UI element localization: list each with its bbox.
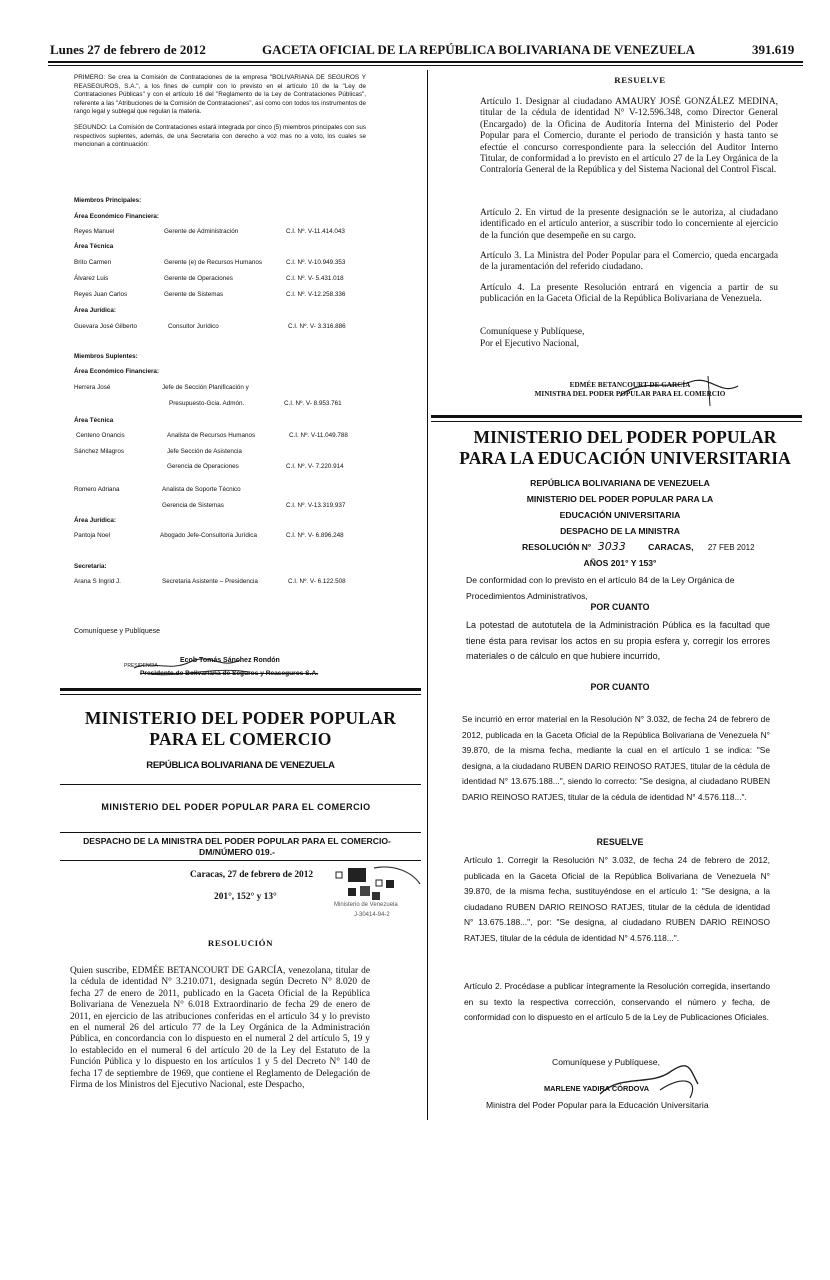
- edu-years: AÑOS 201° Y 153°: [583, 558, 657, 568]
- area-jur2-label: Área Jurídica:: [74, 517, 116, 524]
- right-sig-name: EDMÉE BETANCOURT DE GARCÍA: [569, 381, 691, 389]
- member-ci: C.I. Nº. V- 6.122.508: [288, 578, 346, 585]
- right-art4: Artículo 4. La presente Resolución entrará en vigencia a partir de su publicación en la Gaceta Oficial de la República Bolivariana de Venezuela.: [480, 283, 778, 305]
- resolucion-heading: RESOLUCIÓN: [207, 938, 274, 948]
- edu-sig-name: MARLENE YADIRA CÓRDOVA: [544, 1084, 650, 1093]
- edu-h1: REPÚBLICA BOLIVARIANA DE VENEZUELA: [530, 478, 710, 488]
- rule: [60, 784, 421, 785]
- rule: [60, 832, 421, 833]
- edu-signature-block: [540, 1064, 740, 1104]
- qr-stamp-icon: [334, 866, 426, 906]
- edu-resolucion-line: [522, 540, 755, 553]
- member-ci: C.I. Nº. V- 8.953.761: [284, 400, 342, 407]
- area-ef-label: Área Económico Financiera:: [74, 213, 160, 220]
- member-name: Pantoja Noel: [74, 532, 111, 539]
- member-row: [74, 447, 374, 457]
- ministry-comercio-title: MINISTERIO DEL PODER POPULAR PARA EL COMERCIO: [84, 708, 397, 749]
- right-art2: Artículo 2. En virtud de la presente designación se le autoriza, al ciudadano identificado en el artículo anterior, a suscribir todo lo concerniente al ejercicio de la función que desempeñe en su cargo.: [480, 208, 778, 241]
- member-ci: C.I. Nº. V- 6.896.248: [286, 532, 344, 539]
- member-row: [74, 577, 374, 587]
- segundo-paragraph: SEGUNDO: La Comisión de Contrataciones estará integrada por cinco (5) miembros principales con sus respectivos suplentes, además, de una Secretaria con derecho a voz mas no a voto, los cuales se mencionan a continuación:: [74, 123, 366, 149]
- right-top-signature: [470, 376, 790, 410]
- comercio-date: Caracas, 27 de febrero de 2012: [190, 870, 314, 880]
- area-tec-label: Área Técnica: [74, 243, 114, 250]
- member-name: Brito Carmen: [74, 259, 112, 266]
- edu-p2: Se incurrió en error material en la Resolución N° 3.032, de fecha 24 de febrero de 2012, publicada en la Gaceta Oficial de la República Bolivariana de Venezuela N° 39.870, de la misma fecha, mediante la cual en el artículo 1 se indica: "Se designa, a la ciudadano RUBEN DARIO REINOSO RATJES, titular de la cédula de identidad N° 13.675.188...", siendo lo correcto: "Se designa, al ciudadano RUBEN DARIO REINOSO RATJES, titular de la cédula de identidad N° 4.576.118...".: [462, 714, 771, 802]
- left-signature-block: [120, 652, 370, 684]
- member-name: Romero Adriana: [74, 486, 120, 493]
- member-row: [74, 431, 374, 441]
- member-ci: C.I. Nº. V- 7.220.914: [286, 463, 344, 470]
- member-ci: C.I. Nº. V-11.049.788: [289, 432, 348, 439]
- comercio-years: 201°, 152° y 13°: [214, 892, 277, 902]
- right-art1: Artículo 1. Designar al ciudadano AMAURY JOSÉ GONZÁLEZ MEDINA, titular de la cédula de identidad N° V-12.596.348, como Director General (Encargado) de la Oficina de Auditoría Interna del Ministerio del Poder Popular para el Comercio, durante el periodo de transición y hasta tanto se efectúe el concurso correspondiente para la selección del Auditor Interno Titular, de conformidad a lo previsto en el artículo 27 de la Ley Orgánica de la Contraloría General de la República y del Sistema Nacional del Control Fiscal.: [480, 97, 778, 176]
- right-sig-title: MINISTRA DEL PODER POPULAR PARA EL COMERCIO: [534, 390, 726, 398]
- right-comuniquese: Comuníquese y Publíquese,: [480, 327, 585, 337]
- member-name: Sánchez Milagros: [74, 448, 125, 455]
- edu-h2: MINISTERIO DEL PODER POPULAR PARA LA: [526, 494, 714, 504]
- res-number-handwritten: 3033: [597, 540, 626, 553]
- section-rule: [431, 415, 802, 418]
- primero-paragraph: PRIMERO: Se crea la Comisión de Contrataciones de la empresa "BOLIVARIANA DE SEGUROS Y REASEGUROS, S.A.", a los fines de cumplir con lo previsto en el artículo 10 de la "Ley de Contrataciones Públicas" y con el artículo 16 del "Reglamento de la Ley de Contrataciones Públicas", referente a las "Atribuciones de la Comisión de Contrataciones", así como con todos los instrumentos de rango legal y sublegal que regulan la materia.: [74, 74, 366, 116]
- area-jur-label: Área Jurídica:: [74, 307, 116, 314]
- member-row-cont: [74, 501, 374, 511]
- member-role2: Presupuesto-Gcia. Admón.: [169, 400, 245, 407]
- member-ci: C.I. Nº. V-12.258.336: [286, 291, 346, 298]
- member-row-cont: [74, 462, 374, 472]
- area-ef2-label: Área Económico Financiera:: [74, 368, 160, 375]
- res-city: CARACAS,: [648, 542, 694, 552]
- member-role: Analista de Recursos Humanos: [167, 432, 256, 439]
- member-name: Reyes Juan Carlos: [74, 291, 128, 298]
- section-rule: [60, 688, 421, 691]
- res-label: RESOLUCIÓN N°: [522, 542, 592, 552]
- right-resuelve: RESUELVE: [614, 75, 666, 85]
- despacho-title: DESPACHO DE LA MINISTRA DEL PODER POPULAR PARA EL COMERCIO- DM/NÚMERO 019.-: [83, 836, 391, 857]
- left-top-section: [74, 74, 366, 150]
- suplentes-title: Miembros Suplentes:: [74, 353, 138, 360]
- principales-title: Miembros Principales:: [74, 197, 142, 204]
- member-row: [74, 531, 374, 541]
- right-art3: Artículo 3. La Ministra del Poder Popular para el Comercio, queda encargada de la juramentación del referido ciudadano.: [480, 251, 778, 273]
- presidencia-stamp: PRESIDENCIA: [124, 663, 158, 669]
- member-name: Álvarez Luis: [74, 275, 109, 282]
- member-role: Jefe Sección de Asistencia: [167, 448, 242, 455]
- member-name: Reyes Manuel: [74, 228, 115, 235]
- area-tec2-label: Área Técnica: [74, 417, 114, 424]
- right-ejecutivo: Por el Ejecutivo Nacional,: [480, 339, 579, 349]
- member-row: [74, 258, 374, 268]
- member-role: Analista de Soporte Técnico: [162, 486, 241, 493]
- page-number: 391.619: [752, 42, 795, 57]
- edu-h3: EDUCACIÓN UNIVERSITARIA: [559, 510, 681, 520]
- stamp-rif: J-30414-94-2: [354, 912, 390, 918]
- header-title: GACETA OFICIAL DE LA REPÚBLICA BOLIVARIANA DE VENEZUELA: [262, 42, 696, 57]
- edu-h4: DESPACHO DE LA MINISTRA: [560, 526, 680, 536]
- member-role: Gerente de Operaciones: [164, 275, 233, 282]
- header-rule: [48, 61, 803, 63]
- member-row-cont: [74, 399, 374, 409]
- left-comuniquese: Comuníquese y Publíquese: [74, 628, 160, 635]
- header-date: Lunes 27 de febrero de 2012: [50, 42, 206, 57]
- section-rule-thin: [431, 421, 802, 422]
- member-role: Gerente (e) de Recursos Humanos: [164, 259, 262, 266]
- edu-sig-title: Ministra del Poder Popular para la Educación Universitaria: [486, 1100, 709, 1110]
- ministry-educacion-title: MINISTERIO DEL PODER POPULAR PARA LA EDUCACIÓN UNIVERSITARIA: [459, 427, 791, 468]
- member-role2: Gerencia de Sistemas: [162, 502, 224, 509]
- official-stamp: [334, 866, 426, 924]
- edu-intro: De conformidad con lo previsto en el artículo 84 de la Ley Orgánica de Procedimientos Administrativos,: [466, 575, 735, 601]
- left-signer-title: Presidente de Bolivariana de Seguros y Reaseguros S.A.: [140, 670, 319, 677]
- left-signer-name: Ecob Tomás Sánchez Rondón: [180, 657, 280, 664]
- member-row: [74, 383, 374, 393]
- member-role: Gerente de Sistemas: [164, 291, 224, 298]
- member-role: Gerente de Administración: [164, 228, 239, 235]
- member-row: [74, 227, 374, 237]
- header-rule-thin: [48, 65, 803, 66]
- member-row: [74, 274, 374, 284]
- edu-resuelve: RESUELVE: [596, 837, 644, 847]
- member-role2: Gerencia de Operaciones: [167, 463, 239, 470]
- rep-title: REPÚBLICA BOLIVARIANA DE VENEZUELA: [146, 760, 335, 771]
- member-ci: C.I. Nº. V-10.949.353: [286, 259, 346, 266]
- ministry-comercio-sub: MINISTERIO DEL PODER POPULAR PARA EL COMERCIO: [101, 802, 371, 812]
- member-row: [74, 290, 374, 300]
- edu-art1: Artículo 1. Corregir la Resolución N° 3.032, de fecha 24 de febrero de 2012, publicada en la Gaceta Oficial de la República Bolivariana de Venezuela N° 39.870, de la misma fecha, sustituyéndose en el artículo 1: "Se designa, a la ciudadano RUBEN DARIO REINOSO RATJES, titular de la cédula de identidad N° 13.675.188...", por: "Se designa, al ciudadano RUBEN DARIO REINOSO RATJES, titular de la cédula de identidad N° 4.576.118...".: [464, 855, 770, 943]
- member-name: Herrera José: [74, 384, 111, 391]
- stamp-text: Ministerio de Venezuela: [334, 902, 398, 908]
- section-rule-thin: [60, 694, 421, 695]
- member-role: Secretaria Asistente – Presidencia: [162, 578, 258, 585]
- member-name: Guevara José Gilberto: [74, 323, 137, 330]
- secretaria-title: Secretaria:: [74, 563, 107, 570]
- rule: [60, 860, 421, 861]
- member-ci: C.I. Nº. V- 5.431.018: [286, 275, 344, 282]
- member-ci: C.I. Nº. V-11.414.043: [286, 228, 345, 235]
- edu-por-cuanto-1: POR CUANTO: [590, 602, 650, 612]
- member-role: Abogado Jefe-Consultoría Jurídica: [160, 532, 257, 539]
- res-date-stamp: 27 FEB 2012: [707, 543, 755, 552]
- member-name: Arana S Ingrid J.: [74, 578, 121, 585]
- member-ci: C.I. Nº. V- 3.316.886: [288, 323, 346, 330]
- column-divider: [427, 70, 428, 1120]
- edu-comuniquese: Comuníquese y Publíquese,: [552, 1057, 660, 1067]
- member-role: Jefe de Sección Planificación y: [162, 384, 249, 391]
- member-row: [74, 322, 374, 332]
- edu-por-cuanto-2: POR CUANTO: [590, 682, 650, 692]
- edu-p1: La potestad de autotutela de la Administración Pública es la facultad que tiene ésta para revisar los actos en su propia esfera y, corregir los errores materiales o de cálculo en que hubiere incurrido,: [466, 620, 770, 662]
- comercio-body: Quien suscribe, EDMÉE BETANCOURT DE GARCÍA, venezolana, titular de la cédula de identidad N° 3.210.071, designada según Decreto N° 8.020 de fecha 27 de enero de 2011, publicado en la Gaceta Oficial de la República Bolivariana de Venezuela N° 6.018 Extraordinario de fecha 29 de enero de 2011, en ejercicio de las atribuciones conferidas en el artículo 34 y lo previsto en el numeral 26 del artículo 77 de la Ley Orgánica de la Administración Pública, en concordancia con lo dispuesto en el numeral 2 del artículo 5, 19 y lo establecido en el numeral 6 del artículo 20 de la Ley del Estatuto de la Función Pública y lo dispuesto en los artículos 1 y 5 del Decreto N° 140 de fecha 17 de septiembre de 1969, que contiene el Reglamento de Delegación de Firma de los Ministros del Ejecutivo Nacional, este Despacho,: [70, 966, 370, 1091]
- member-name: Centeno Onancis: [76, 432, 125, 439]
- member-row: [74, 485, 374, 495]
- member-role: Consultor Jurídico: [168, 323, 219, 330]
- edu-art2: Artículo 2. Procédase a publicar íntegramente la Resolución corregida, insertando en su texto la respectiva corrección, conservando el número y fecha, de conformidad con lo dispuesto en el artículo 5 de la Ley de Publicaciones Oficiales.: [464, 981, 770, 1023]
- member-ci: C.I. Nº. V-13.319.937: [286, 502, 346, 509]
